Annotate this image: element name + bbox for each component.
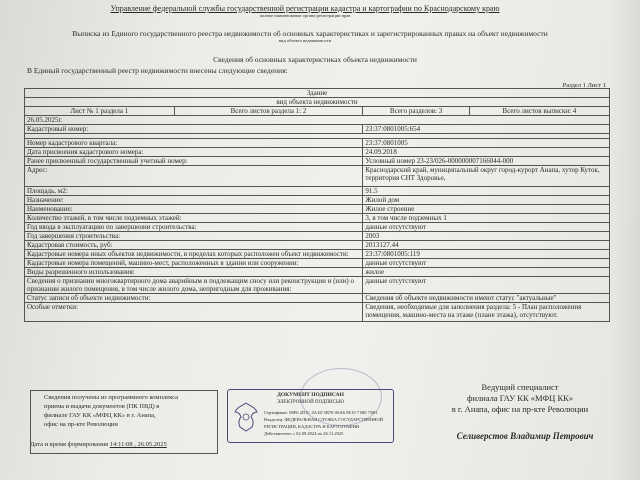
row-value: 24.09.2018 bbox=[363, 148, 610, 157]
row-value: Условный номер 23-23/026-000000007166044-000 bbox=[363, 157, 610, 166]
row-value: 23:37:0801005 bbox=[363, 139, 610, 148]
row-label: Адрес: bbox=[25, 166, 363, 187]
row-label: Кадастровая стоимость, руб: bbox=[25, 241, 363, 250]
stamp-title: ДОКУМЕНТ ПОДПИСАН bbox=[277, 392, 344, 398]
stamp-line: Действителен: с 02.09.2024 по 26.11.2025 bbox=[264, 431, 344, 436]
row-label: Виды разрешенного использования: bbox=[25, 268, 363, 277]
row-label: Назначение: bbox=[25, 196, 363, 205]
row-label: Дата присвоения кадастрового номера: bbox=[25, 148, 363, 157]
row-value: жилое bbox=[363, 268, 610, 277]
intro-text: В Единый государственный реестр недвижимости внесены следующие сведения: bbox=[27, 66, 288, 75]
row-value: данные отсутствуют bbox=[363, 223, 610, 232]
sheet-info-4: Всего листов выписки: 4 bbox=[469, 107, 609, 116]
signer-line: филиала ГАУ КК «МФЦ КК» bbox=[466, 393, 574, 403]
section-title: Сведения об основных характеристиках объекта недвижимости bbox=[213, 55, 417, 64]
stamp-subtitle: ЭЛЕКТРОННОЙ ПОДПИСЬЮ bbox=[277, 400, 344, 405]
sheet-info-1: Лист № 1 раздела 1 bbox=[25, 107, 175, 116]
row-value: 2013127.44 bbox=[363, 241, 610, 250]
formation-date bbox=[30, 441, 216, 448]
date-value: 14:11:08 , 26.05.2025 bbox=[109, 441, 167, 448]
row-label: Площадь, м2: bbox=[25, 187, 363, 196]
extract-date: 26.05.2025г. bbox=[25, 116, 610, 125]
mfc-line: приема и выдачи документов (ПК ПВД) в bbox=[44, 403, 160, 410]
authority-note: полное наименование органа регистрации прав bbox=[259, 13, 351, 18]
stamp-line: РЕГИСТРАЦИИ, КАДАСТРА И КАРТОГРАФИИ bbox=[264, 424, 360, 429]
cadastral-value: 23:37:0801005:654 bbox=[363, 125, 610, 134]
cadastral-label: Кадастровый номер: bbox=[25, 125, 363, 134]
eagle-emblem-icon bbox=[232, 400, 260, 434]
row-value: Жилой дом bbox=[363, 196, 610, 205]
sheet-info-2: Всего листов раздела 1: 2 bbox=[174, 107, 363, 116]
row-label: Номер кадастрового квартала: bbox=[25, 139, 363, 148]
row-label: Наименование: bbox=[25, 205, 363, 214]
signer-line: в г. Анапа, офис на пр-кте Революции bbox=[451, 404, 589, 414]
row-label: Особые отметки: bbox=[25, 303, 363, 322]
row-label: Количество этажей, в том числе подземных этажей: bbox=[25, 214, 363, 223]
mfc-line: филиале ГАУ КК «МФЦ КК» в г. Анапа, bbox=[44, 412, 156, 419]
page-shadow bbox=[610, 0, 640, 480]
authority-name: Управление федеральной службы государственной регистрации кадастра и картографии по Краснодарскому краю bbox=[110, 4, 500, 13]
row-label: Год ввода в эксплуатацию по завершении строительства: bbox=[25, 223, 363, 232]
row-value: Сведения об объекте недвижимости имеют статус "актуальные" bbox=[363, 294, 610, 303]
row-label: Год завершения строительства: bbox=[25, 232, 363, 241]
signer-position bbox=[410, 382, 630, 415]
mfc-line: офис на пр-кте Революции bbox=[44, 421, 118, 428]
signer-name: Селиверстов Владимир Петрович bbox=[456, 431, 594, 441]
sheet-info-3: Всего разделов: 3 bbox=[363, 107, 470, 116]
stamp-line: Владелец: ФЕДЕРАЛЬНАЯ СЛУЖБА ГОСУДАРСТВЕННОЙ bbox=[264, 417, 384, 422]
mfc-line: Сведения получены из программного комплекса bbox=[44, 394, 178, 401]
row-value: данные отсутствуют bbox=[363, 259, 610, 268]
extract-note: вид объекта недвижимости bbox=[278, 38, 332, 43]
row-value: Сведения, необходимые для заполнения раздела: 5 - План расположения помещения, машино-места на этаже (плане этажа), отсутствуют. bbox=[363, 303, 610, 322]
extract-title: Выписка из Единого государственного реестра недвижимости об основных характеристиках и зарегистрированных правах на объект недвижимости bbox=[72, 29, 548, 38]
building-label: Здание bbox=[25, 89, 610, 98]
characteristics-table bbox=[24, 88, 610, 322]
row-label: Сведения о признании многоквартирного дома аварийным и подлежащим сносу или реконструкции и (или) о признании жилого помещения, в том числе жилого дома, непригодным для проживания: bbox=[25, 277, 363, 294]
row-value: 3, в том числе подземных 1 bbox=[363, 214, 610, 223]
row-value: 2003 bbox=[363, 232, 610, 241]
e-signature-stamp bbox=[227, 389, 394, 443]
stamp-line: Сертификат: 00F6 2D1C 4A1D 5B7E 06A6 0E19 71B0 75B1 bbox=[264, 410, 378, 415]
row-value: Краснодарский край, муниципальный округ город-курорт Анапа, хутор Куток, территория СНТ Здоровье, bbox=[363, 166, 610, 187]
date-label: Дата и время формирования bbox=[30, 441, 109, 448]
row-label: Кадастровые номера иных объектов недвижимости, в пределах которых расположен объект недвижимости: bbox=[25, 250, 363, 259]
row-value: 91.5 bbox=[363, 187, 610, 196]
section-label: Раздел 1 Лист 1 bbox=[562, 82, 606, 89]
building-note: вид объекта недвижимости bbox=[25, 98, 610, 107]
row-label: Кадастровые номера помещений, машино-мест, расположенных в здании или сооружении: bbox=[25, 259, 363, 268]
signer-line: Ведущий специалист bbox=[481, 382, 559, 392]
row-value: 23:37:0801005:119 bbox=[363, 250, 610, 259]
row-label: Статус записи об объекте недвижимости: bbox=[25, 294, 363, 303]
row-label: Ранее присвоенный государственный учетный номер: bbox=[25, 157, 363, 166]
row-value: Жилое строение bbox=[363, 205, 610, 214]
row-value: данные отсутствуют bbox=[363, 277, 610, 294]
